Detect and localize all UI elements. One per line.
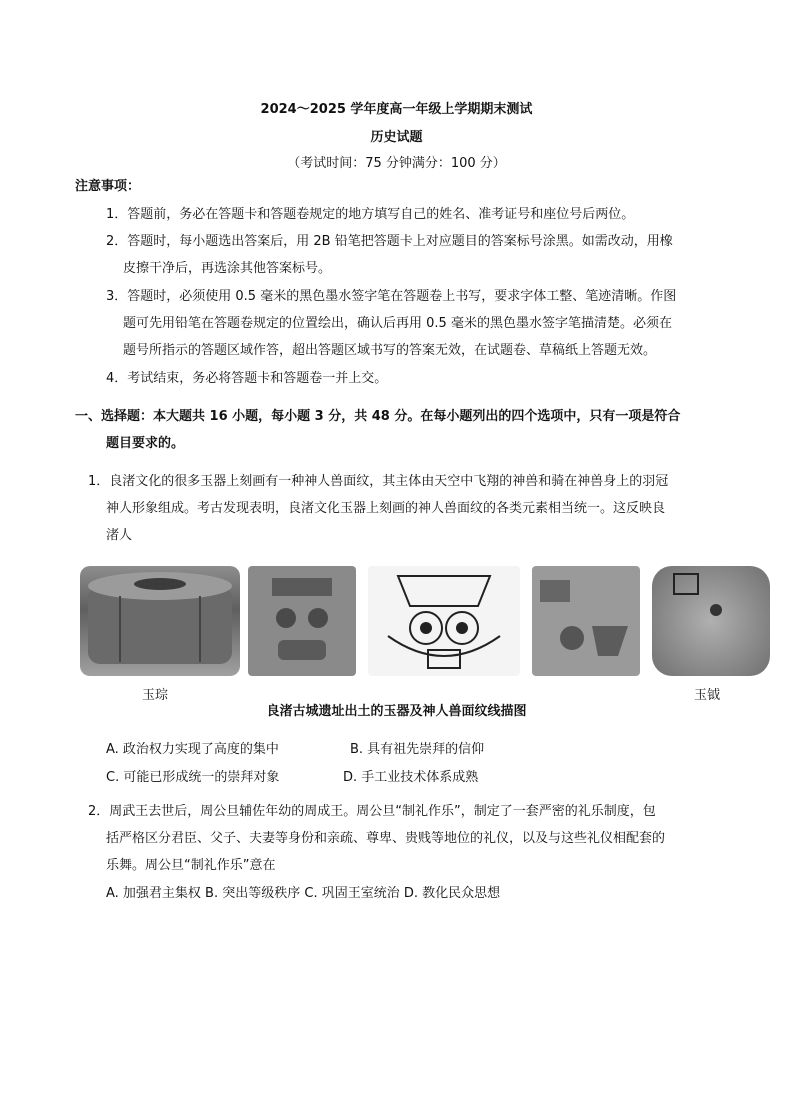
note-line: 2．答题时，每小题选出答案后，用 2B 铅笔把答题卡上对应题目的答案标号涂黑。如需改动，用橡 [106,234,673,249]
note-line: 3．答题时，必须使用 0.5 毫米的黑色墨水签字笔在答题卷上书写，要求字体工整、笔迹清晰。作图 [106,289,677,304]
jade-yue-photo [652,566,770,676]
question-1-stem: 神人形象组成。考古发现表明，良渚文化玉器上刻画的神人兽面纹的各类元素相当统一。这反映良 [106,501,666,516]
q1-option-a: A. 政治权力实现了高度的集中 [106,742,279,757]
carving-detail-photo [532,566,640,676]
section-heading: 一、选择题：本大题共 16 小题，每小题 3 分，共 48 分。在每小题列出的四个选项中，只有一项是符合 [75,409,681,424]
note-line: 皮擦干净后，再选涂其他答案标号。 [123,261,332,276]
jade-yue-drawing [652,566,770,676]
image-label-jade-cong: 玉琮 [142,688,169,703]
note-line: 4．考试结束，务必将答题卡和答题卷一并上交。 [106,371,388,386]
question-2-stem: 括严格区分君臣、父子、夫妻等身份和亲疏、尊卑、贵贱等地位的礼仪，以及与这些礼仪相配套的 [106,831,666,846]
mask-detail-photo [248,566,356,676]
jade-cong-drawing [80,566,240,676]
exam-subtitle: 历史试题 [370,130,423,145]
section-heading-cont: 题目要求的。 [106,436,185,451]
notes-heading: 注意事项： [75,179,141,194]
q1-option-d: D. 手工业技术体系成熟 [343,770,479,785]
mask-detail-drawing [248,566,356,676]
note-line: 1．答题前，务必在答题卡和答题卷规定的地方填写自己的姓名、准考证号和座位号后两位。 [106,207,635,222]
note-line: 题号所指示的答题区域作答，超出答题区域书写的答案无效，在试题卷、草稿纸上答题无效。 [123,343,657,358]
q2-options: A. 加强君主集权 B. 突出等级秩序 C. 巩固王室统治 D. 教化民众思想 [106,886,501,901]
q1-option-b: B. 具有祖先崇拜的信仰 [350,742,485,757]
exam-time-info: （考试时间：75 分钟满分：100 分） [287,156,506,171]
question-1-stem: 1．良渚文化的很多玉器上刻画有一种神人兽面纹，其主体由天空中飞翔的神兽和骑在神兽身上的羽冠 [88,474,669,489]
image-label-jade-yue: 玉钺 [694,688,721,703]
carving-detail-drawing [532,566,640,676]
jade-cong-photo [80,566,240,676]
note-line: 题可先用铅笔在答题卷规定的位置绘出，确认后再用 0.5 毫米的黑色墨水签字笔描清楚。必须在 [123,316,672,331]
figure-caption: 良渚古城遗址出土的玉器及神人兽面纹线描图 [266,704,527,719]
question-1-stem: 渚人 [106,528,133,543]
artifact-images [80,566,770,703]
question-2-stem: 乐舞。周公旦“制礼作乐”意在 [106,858,276,873]
q1-option-c: C. 可能已形成统一的崇拜对象 [106,770,280,785]
question-2-stem: 2．周武王去世后，周公旦辅佐年幼的周成王。周公旦“制礼作乐”，制定了一套严密的礼乐制度，包 [88,804,656,819]
exam-title: 2024～2025 学年度高一年级上学期期末测试 [260,102,533,117]
deity-beast-line-drawing [368,566,520,676]
line-drawing-figure [368,566,520,676]
